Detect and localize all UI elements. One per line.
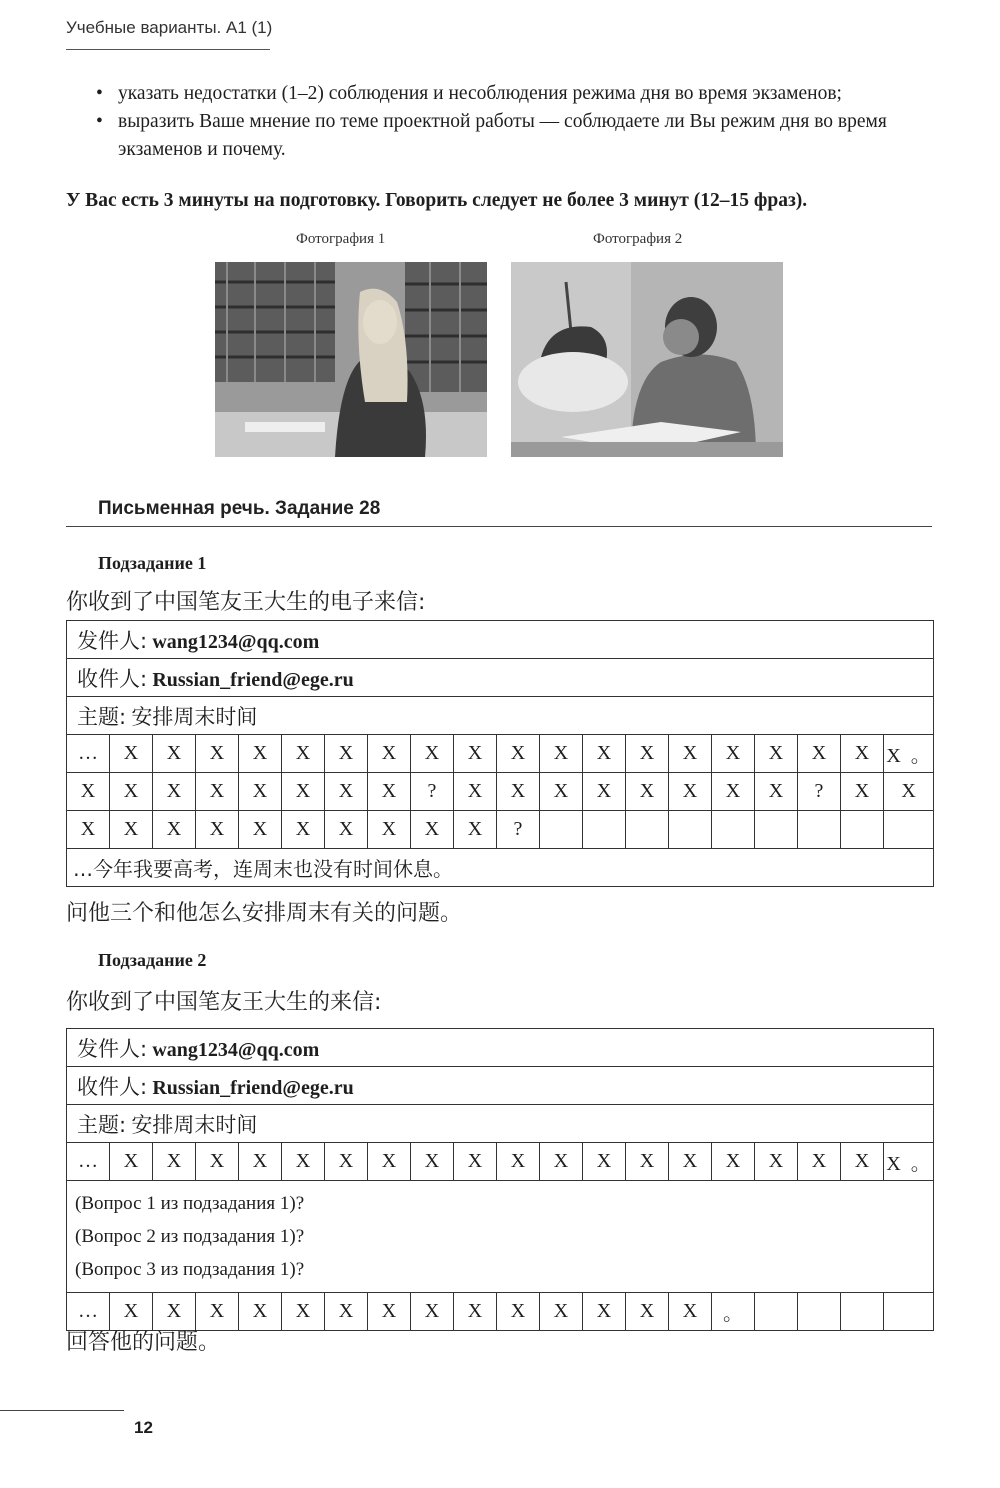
grid-cell: X (884, 773, 934, 811)
to-label: 收件人: (77, 1074, 148, 1099)
email-table-1 (66, 620, 934, 887)
grid-cell: ? (798, 773, 841, 811)
grid-cell (669, 811, 712, 849)
grid-cell: X (583, 1143, 626, 1181)
photo-1-caption: Фотография 1 (296, 231, 386, 247)
grid-cell: X (454, 773, 497, 811)
grid-cell: X (325, 811, 368, 849)
grid-cell: X (669, 1293, 712, 1331)
photo-girl-library (215, 262, 487, 457)
grid-cell: X (583, 773, 626, 811)
grid-cell: X (755, 1143, 798, 1181)
subtask-2-intro: 你收到了中国笔友王大生的来信: (66, 990, 382, 1015)
email-to-row (67, 1067, 934, 1105)
grid-cell (583, 811, 626, 849)
grid-cell: X (841, 773, 884, 811)
grid-cell: X (626, 773, 669, 811)
grid-cell (884, 1293, 934, 1331)
grid-cell: X (540, 735, 583, 773)
email-last-line-row (67, 849, 934, 887)
grid-cell: X (411, 1143, 454, 1181)
subject-label: 主题: (77, 1112, 127, 1137)
grid-cell: X (626, 735, 669, 773)
grid-cell: X (626, 1293, 669, 1331)
grid-cell: X (669, 735, 712, 773)
grid-cell: 。 (712, 1293, 755, 1331)
subtask-2-title: Подзадание 2 (98, 950, 207, 970)
preparation-note: У Вас есть 3 минуты на подготовку. Говорить следует не более 3 минут (12–15 фраз). (66, 190, 808, 211)
grid-cell (712, 811, 755, 849)
from-label: 发件人: (77, 628, 148, 653)
question-line: (Вопрос 1 из подзадания 1)? (75, 1193, 305, 1214)
grid-cell: ? (497, 811, 540, 849)
letter-grid-row (67, 811, 934, 849)
grid-cell: X (325, 735, 368, 773)
grid-cell: X (325, 1293, 368, 1331)
grid-cell: X (368, 1293, 411, 1331)
question-line: (Вопрос 2 из подзадания 1)? (75, 1226, 305, 1247)
letter-grid-row (67, 735, 934, 773)
grid-cell (841, 811, 884, 849)
bullet-item: • выразить Ваше мнение по теме проектной работы — соблюдаете ли Вы режим дня во время экзаменов и почему. (96, 108, 946, 164)
grid-cell: X (411, 1293, 454, 1331)
grid-cell: X (454, 1293, 497, 1331)
email-from-row (67, 621, 934, 659)
grid-cell (755, 811, 798, 849)
subtask-2-instruction: 回答他的问题。 (66, 1330, 221, 1355)
grid-cell: X (841, 1143, 884, 1181)
grid-cell (540, 811, 583, 849)
grid-cell: X (798, 735, 841, 773)
to-label: 收件人: (77, 666, 148, 691)
header-divider (66, 49, 270, 50)
email-subject-row (67, 697, 934, 735)
subject-value: 安排周末时间 (131, 704, 258, 729)
running-header: Учебные варианты. А1 (1) (66, 18, 273, 37)
grid-cell (626, 811, 669, 849)
grid-cell-end: 。 (910, 1153, 931, 1175)
email-last-line: …今年我要高考，连周末也没有时间休息。 (67, 849, 934, 887)
grid-cell: X (626, 1143, 669, 1181)
subtask-1-instruction: 问他三个和他怎么安排周末有关的问题。 (66, 901, 463, 926)
grid-cell: ? (411, 773, 454, 811)
photo-boy-desk-lamp (511, 262, 783, 457)
email-subject-row (67, 1105, 934, 1143)
grid-cell: X (368, 773, 411, 811)
grid-cell: X (110, 1293, 153, 1331)
grid-cell: X (540, 1143, 583, 1181)
grid-cell: X (67, 773, 110, 811)
grid-cell: X (368, 735, 411, 773)
grid-cell: X (411, 735, 454, 773)
grid-cell: X (454, 1143, 497, 1181)
grid-cell: X (841, 735, 884, 773)
task-bullets (96, 80, 946, 164)
grid-cell: X (110, 773, 153, 811)
grid-cell: X (325, 773, 368, 811)
grid-cell: X (540, 773, 583, 811)
grid-cell: X (282, 1293, 325, 1331)
grid-cell: X (583, 735, 626, 773)
grid-cell: X (282, 735, 325, 773)
grid-cell: X (239, 1293, 282, 1331)
grid-cell: X (196, 735, 239, 773)
grid-cell: X (196, 1143, 239, 1181)
grid-cell: X (239, 811, 282, 849)
grid-cell: X (712, 773, 755, 811)
grid-cell: X (282, 811, 325, 849)
from-value: wang1234@qq.com (152, 1038, 320, 1061)
grid-cell (884, 811, 934, 849)
grid-cell: X (282, 1143, 325, 1181)
grid-cell: X (454, 735, 497, 773)
from-label: 发件人: (77, 1036, 148, 1061)
grid-cell: X (282, 773, 325, 811)
email-from-row (67, 1029, 934, 1067)
section-divider (66, 526, 932, 527)
letter-grid-row (67, 773, 934, 811)
grid-cell: X (497, 773, 540, 811)
grid-cell: X (325, 1143, 368, 1181)
grid-cell: X (67, 811, 110, 849)
photo-2-caption: Фотография 2 (593, 231, 683, 247)
grid-cell: X (540, 1293, 583, 1331)
questions-row (67, 1181, 934, 1293)
grid-cell (841, 1293, 884, 1331)
grid-cell: X 。 (884, 735, 934, 773)
page-number: 12 (134, 1418, 153, 1437)
grid-cell: X (497, 1293, 540, 1331)
grid-cell: X (497, 1143, 540, 1181)
grid-cell: X (239, 773, 282, 811)
grid-cell: … (67, 735, 110, 773)
grid-cell (755, 1293, 798, 1331)
grid-cell: X (755, 735, 798, 773)
grid-cell: X (755, 773, 798, 811)
grid-cell: X (153, 735, 196, 773)
grid-cell: X (196, 811, 239, 849)
grid-cell: X (110, 1143, 153, 1181)
footer-divider (0, 1410, 124, 1411)
grid-cell: X (153, 1143, 196, 1181)
subtask-1-intro: 你收到了中国笔友王大生的电子来信: (66, 590, 426, 615)
grid-cell: X (454, 811, 497, 849)
grid-cell: X (712, 1143, 755, 1181)
grid-cell: X (196, 773, 239, 811)
email-to-row (67, 659, 934, 697)
grid-cell: X (110, 735, 153, 773)
grid-cell: X (153, 773, 196, 811)
grid-cell (798, 811, 841, 849)
grid-cell: X (368, 1143, 411, 1181)
grid-cell: X (239, 735, 282, 773)
grid-cell: X (153, 1293, 196, 1331)
grid-cell-end: 。 (910, 745, 931, 767)
grid-cell: X (368, 811, 411, 849)
grid-cell: X (196, 1293, 239, 1331)
grid-cell: X (798, 1143, 841, 1181)
subject-label: 主题: (77, 704, 127, 729)
grid-cell (798, 1293, 841, 1331)
questions-cell (67, 1181, 934, 1293)
grid-cell: X 。 (884, 1143, 934, 1181)
letter-grid-row (67, 1143, 934, 1181)
grid-cell: X (411, 811, 454, 849)
email-table-2 (66, 1028, 934, 1331)
grid-cell: X (153, 811, 196, 849)
grid-cell: X (497, 735, 540, 773)
grid-cell: X (712, 735, 755, 773)
subtask-1-title: Подзадание 1 (98, 553, 207, 573)
from-value: wang1234@qq.com (152, 630, 320, 653)
section-title: Письменная речь. Задание 28 (98, 498, 381, 519)
grid-cell: X (669, 1143, 712, 1181)
grid-cell: … (67, 1143, 110, 1181)
question-line: (Вопрос 3 из подзадания 1)? (75, 1259, 305, 1280)
grid-cell: X (669, 773, 712, 811)
to-value: Russian_friend@ege.ru (152, 668, 354, 691)
to-value: Russian_friend@ege.ru (152, 1076, 354, 1099)
grid-cell: X (583, 1293, 626, 1331)
grid-cell: X (110, 811, 153, 849)
grid-cell: … (67, 1293, 110, 1331)
subject-value: 安排周末时间 (131, 1112, 258, 1137)
grid-cell: X (239, 1143, 282, 1181)
bullet-item: • указать недостатки (1–2) соблюдения и несоблюдения режима дня во время экзаменов; (96, 80, 946, 108)
